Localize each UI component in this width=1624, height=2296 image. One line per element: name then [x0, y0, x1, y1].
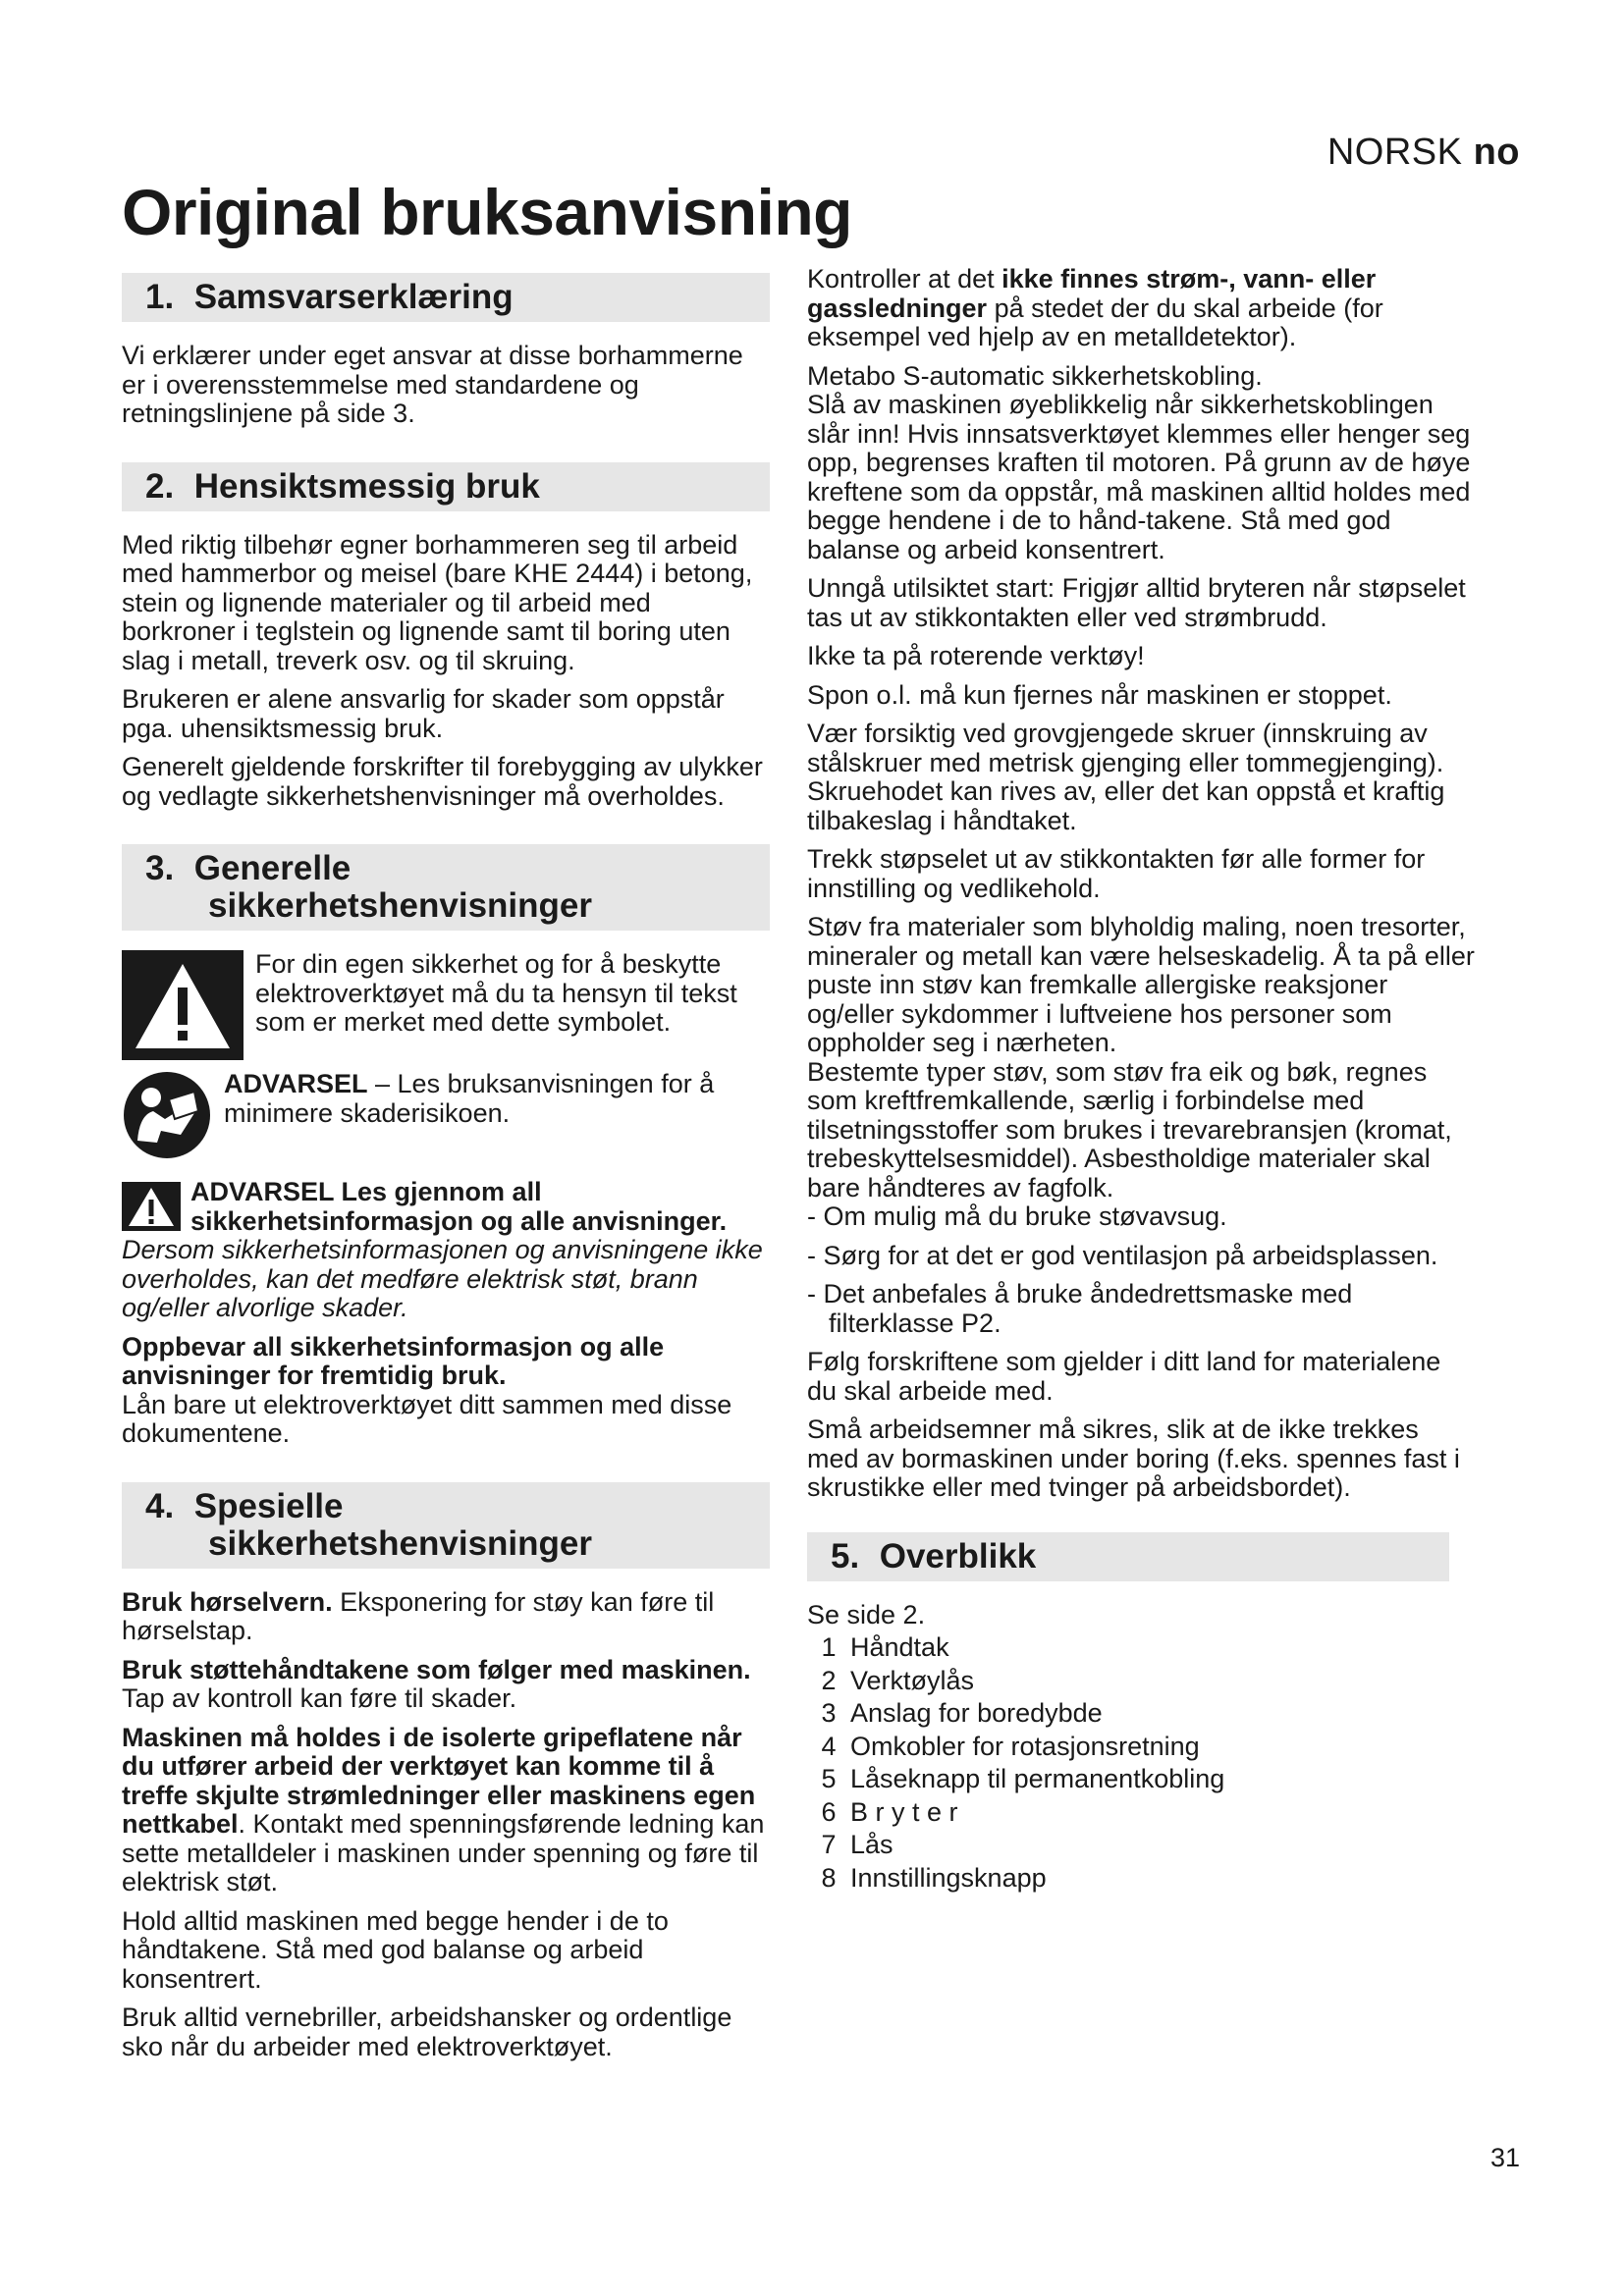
language-label	[1327, 132, 1520, 174]
section-3-heading: 3. Generelle sikkerhetshenvisninger	[122, 844, 770, 931]
advarsel-1-bold: ADVARSEL	[224, 1069, 368, 1098]
dust-tip-2: - Sørg for at det er god ventilasjon på arbeidsplassen.	[807, 1240, 1438, 1270]
right-p10: Små arbeidsemner må sikres, slik at de ikke trekkes med av bormaskinen under boring (f.eks. spennes fast i skrustikke eller med tvinger på arbeidsbordet).	[807, 1415, 1460, 1502]
section-2-heading: 2. Hensiktsmessig bruk	[122, 462, 770, 511]
section-4-p3: Maskinen må holdes i de isolerte gripeflatene når du utfører arbeid der verktøyet kan komme til å treffe skjulte strømledninger eller maskinens egen nettkabel. Kontakt med spenningsførende ledning kan sette metalldeler i maskinen under spenning og føre til elektrisk støt.	[122, 1722, 765, 1896]
small-warning-triangle-icon	[122, 1182, 181, 1231]
read-manual-row	[122, 1070, 770, 1160]
list-item: 6 B r y t e r	[821, 1796, 958, 1827]
advarsel-2-italic: Dersom sikkerhetsinformasjonen og anvisningene ikke overholdes, kan det medføre elektrisk støt, brann og/eller alvorlige skader.	[122, 1235, 763, 1322]
left-column	[122, 273, 770, 2071]
section-2-p1: Med riktig tilbehør egner borhammeren seg til arbeid med hammerbor og meisel (bare KHE 2444) i betong, stein og lignende materialer og til arbeid med borkroner i teglstein og lignende samt til boring uten slag i metall, treverk osv. og til skruing.	[122, 529, 753, 675]
overview-list	[807, 1633, 1475, 1893]
section-1-heading: 1. Samsvarserklæring	[122, 273, 770, 322]
section-4-p1: Bruk hørselvern. Eksponering for støy kan føre til hørselstap.	[122, 1586, 715, 1645]
section-5-heading: 5. Overblikk	[807, 1532, 1449, 1581]
warning-symbol-row	[122, 950, 770, 1060]
right-p4: Ikke ta på roterende verktøy!	[807, 641, 1145, 670]
list-item: 1 Håndtak	[821, 1632, 949, 1662]
right-p6: Vær forsiktig ved grovgjengede skruer (innskruing av stålskruer med metrisk gjenging eller tommegjenging). Skruehodet kan rives av, eller det kan oppstå et kraftig tilbakeslag i håndtaket.	[807, 719, 1445, 835]
section-4-p4: Hold alltid maskinen med begge hender i de to håndtakene. Stå med god balanse og arbeid konsentrert.	[122, 1905, 669, 1994]
section-1-text: Vi erklærer under eget ansvar at disse borhammerne er i overensstemmelse med standardene og retningslinjene på side 3.	[122, 341, 743, 428]
overview-intro: Se side 2.	[807, 1599, 926, 1629]
section-2-p3: Generelt gjeldende forskrifter til forebygging av ulykker og vedlagte sikkerhetshenvisninger må overholdes.	[122, 752, 763, 811]
section-4-heading: 4. Spesielle sikkerhetshenvisninger	[122, 1482, 770, 1569]
list-item: 4 Omkobler for rotasjonsretning	[821, 1731, 1200, 1761]
list-item: 2 Verktøylås	[821, 1665, 975, 1695]
right-column	[807, 265, 1475, 1896]
page-title: Original bruksanvisning	[122, 176, 852, 248]
right-p3: Unngå utilsiktet start: Frigjør alltid bryteren når støpselet tas ut av stikkontakten eller ved strømbrudd.	[807, 573, 1466, 632]
list-item: 8 Innstillingsknapp	[821, 1862, 1047, 1893]
right-p2: Metabo S-automatic sikkerhetskobling. Slå av maskinen øyeblikkelig når sikkerhetskoblingen slår inn! Hvis innsatsverktøyet klemmes eller henger seg opp, begrenses kraften til motoren. På grunn av de høye kreftene som da oppstår, må maskinen alltid holdes med begge hendene i de to hånd-takene. Stå med god balanse og arbeid konsentrert.	[807, 360, 1471, 564]
warning-triangle-icon	[122, 950, 244, 1060]
dust-tip-3: - Det anbefales å bruke åndedrettsmaske med filterklasse P2.	[807, 1279, 1353, 1338]
language-word: NORSK	[1326, 132, 1463, 173]
right-p9: Følg forskriftene som gjelder i ditt land for materialene du skal arbeide med.	[807, 1347, 1441, 1406]
list-item: 5 Låseknapp til permanentkobling	[821, 1764, 1225, 1793]
warning-symbol-text: For din egen sikkerhet og for å beskytte elektroverktøyet må du ta hensyn til tekst som er merket med dette symbolet.	[255, 949, 737, 1037]
right-p5: Spon o.l. må kun fjernes når maskinen er stoppet.	[807, 679, 1392, 710]
keep-instructions: Oppbevar all sikkerhetsinformasjon og alle anvisninger for fremtidig bruk. Lån bare ut elektroverktøyet ditt sammen med disse dokumentene.	[122, 1331, 732, 1448]
list-item: 7 Lås	[821, 1830, 893, 1859]
right-p8: Støv fra materialer som blyholdig maling, noen tresorter, mineraler og metall kan være helseskadelig. Å ta på eller puste inn støv kan fremkalle allergiske reaksjoner og/eller sykdommer i luftveiene hos personer som oppholder seg i nærheten. Bestemte typer støv, som støv fra eik og bøk, regnes som kreftfremkallende, særlig i forbindelse med tilsetningsstoffer som brukes i trevarebransjen (kromat, trebeskyttelsesmiddel). Asbestholdige materialer skal bare håndteres av fagfolk.	[807, 912, 1475, 1202]
dust-tip-1: - Om mulig må du bruke støvavsug.	[807, 1201, 1227, 1231]
section-4-p2: Bruk støttehåndtakene som følger med maskinen. Tap av kontroll kan føre til skader.	[122, 1654, 751, 1713]
right-p1: Kontroller at det ikke finnes strøm-, vann- eller gassledninger på stedet der du skal arbeide (for eksempel ved hjelp av en metalldetektor).	[807, 264, 1383, 351]
page-number: 31	[1489, 2143, 1520, 2172]
advarsel-2-bold: ADVARSEL Les gjennom all sikkerhetsinformasjon og alle anvisninger.	[190, 1177, 728, 1236]
section-2-p2: Brukeren er alene ansvarlig for skader som oppstår pga. uhensiktsmessig bruk.	[122, 684, 725, 743]
advarsel-1-text: – Les bruksanvisningen for å minimere skaderisikoen.	[224, 1069, 715, 1128]
language-code: no	[1473, 132, 1520, 173]
read-manual-icon	[122, 1070, 212, 1160]
section-4-p5: Bruk alltid vernebriller, arbeidshansker og ordentlige sko når du arbeider med elektroverktøyet.	[122, 2002, 732, 2061]
right-p7: Trekk støpselet ut av stikkontakten før alle former for innstilling og vedlikehold.	[807, 844, 1426, 903]
list-item: 3 Anslag for boredybde	[821, 1698, 1103, 1728]
advarsel-2-block	[122, 1178, 770, 1323]
